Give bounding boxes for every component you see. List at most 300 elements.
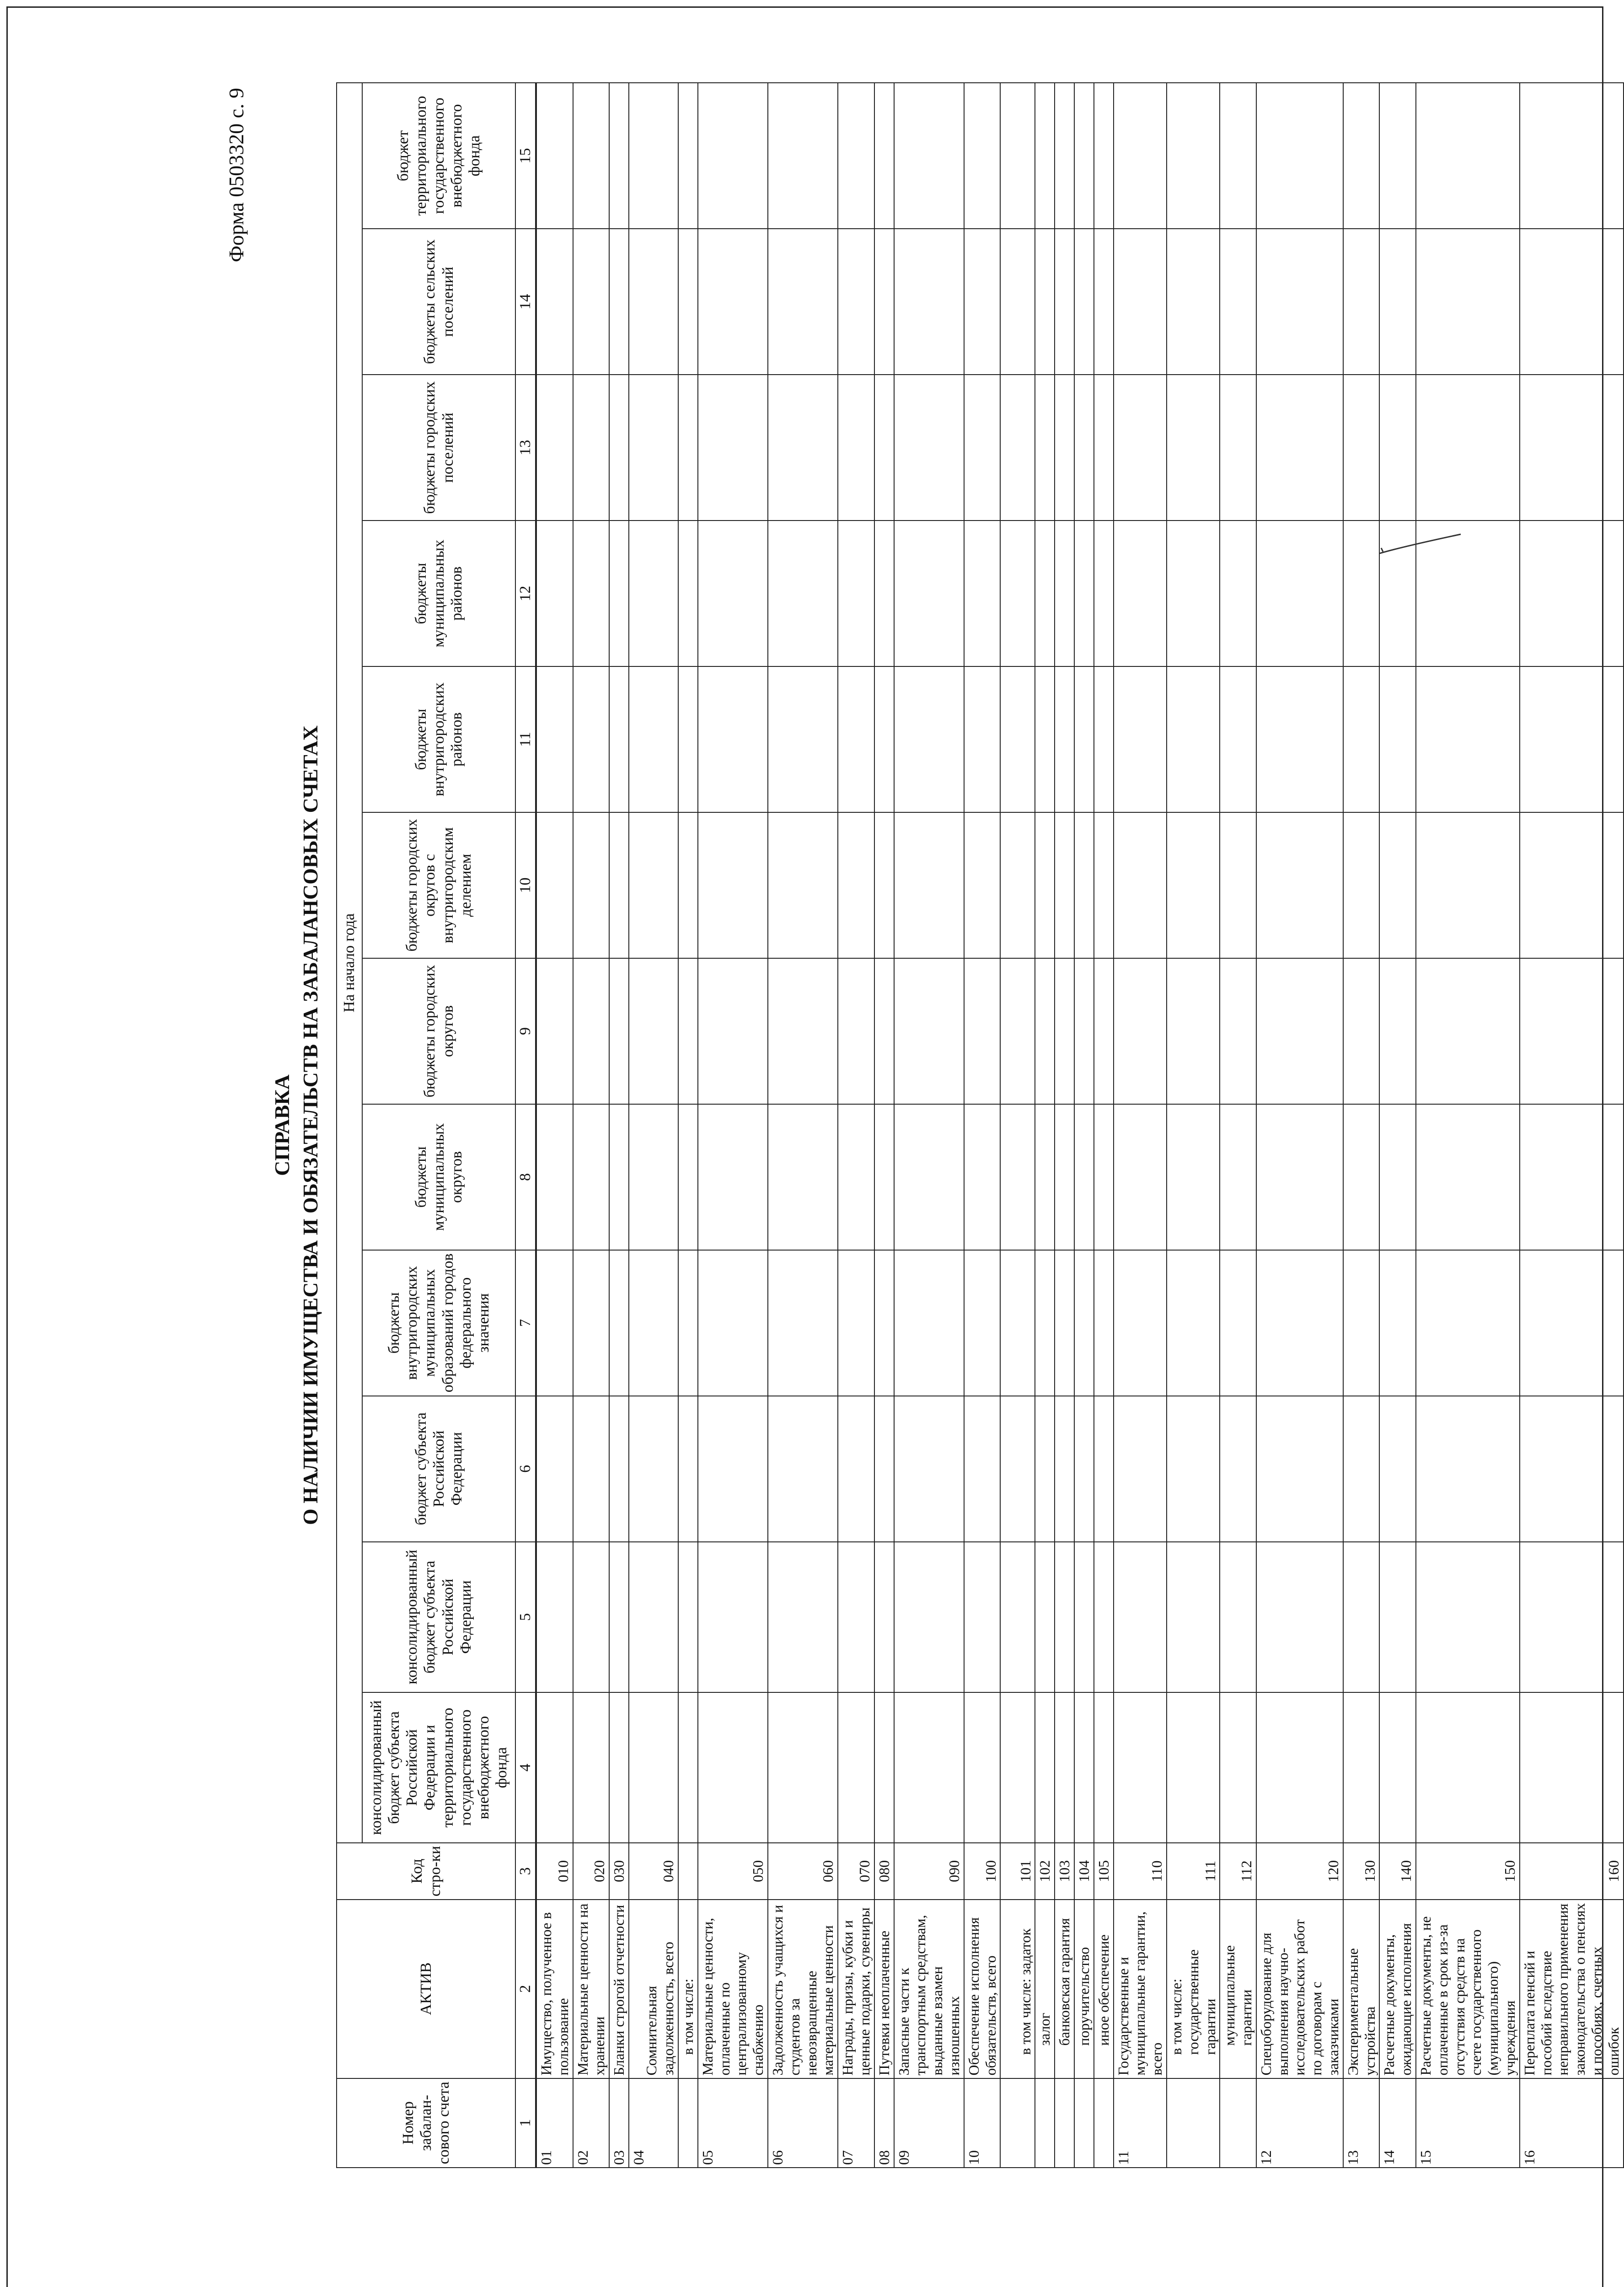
table-row <box>838 83 874 2168</box>
value-cell <box>838 812 874 958</box>
value-cell <box>1000 666 1035 812</box>
account-number <box>1074 2078 1094 2168</box>
value-cell <box>1074 521 1094 666</box>
value-cell <box>894 375 964 521</box>
value-cell <box>1094 1104 1114 1250</box>
col-number: 3 <box>515 1843 536 1899</box>
value-cell <box>1167 666 1220 812</box>
account-number: 15 <box>1416 2078 1520 2168</box>
value-cell <box>1074 666 1094 812</box>
value-cell <box>1055 1396 1074 1542</box>
header-col-11: бюджеты внутригородских районов <box>362 666 515 812</box>
value-cell <box>1256 666 1343 812</box>
value-cell <box>1256 229 1343 375</box>
row-code: 100 <box>964 1843 1001 1899</box>
value-cell <box>1094 1542 1114 1692</box>
table-body <box>536 83 1624 2168</box>
value-cell <box>1074 229 1094 375</box>
row-code <box>678 1843 698 1899</box>
value-cell <box>1416 1692 1520 1843</box>
value-cell <box>1220 83 1256 229</box>
header-col-13: бюджеты городских поселений <box>362 375 515 521</box>
value-cell <box>1000 812 1035 958</box>
row-code: 104 <box>1074 1843 1094 1899</box>
value-cell <box>1114 812 1167 958</box>
asset-name: муниципальные гарантии <box>1220 1900 1256 2078</box>
header-col-7: бюджеты внутригородских муниципальных образований городов федерального значения <box>362 1250 515 1396</box>
value-cell <box>678 958 698 1104</box>
value-cell <box>964 1542 1001 1692</box>
value-cell <box>1074 83 1094 229</box>
value-cell <box>573 375 610 521</box>
value-cell <box>1220 1104 1256 1250</box>
value-cell <box>1220 812 1256 958</box>
value-cell <box>1094 375 1114 521</box>
value-cell <box>1520 229 1624 375</box>
value-cell <box>698 1542 768 1692</box>
value-cell <box>1256 1396 1343 1542</box>
header-col-8: бюджеты муниципальных округов <box>362 1104 515 1250</box>
value-cell <box>1520 666 1624 812</box>
value-cell <box>678 1692 698 1843</box>
value-cell <box>609 521 629 666</box>
value-cell <box>838 666 874 812</box>
asset-name: Путевки неоплаченные <box>874 1900 894 2078</box>
table-row <box>1256 83 1343 2168</box>
value-cell <box>1520 958 1624 1104</box>
value-cell <box>1256 375 1343 521</box>
value-cell <box>609 1104 629 1250</box>
table-row <box>1055 83 1074 2168</box>
account-number: 11 <box>1114 2078 1167 2168</box>
value-cell <box>1167 958 1220 1104</box>
value-cell <box>1114 1104 1167 1250</box>
asset-name: Переплата пенсий и пособий вследствие неправильного применения законодательства о пенсиях и пособиях, счетных ошибок <box>1520 1900 1624 2078</box>
row-code: 150 <box>1416 1843 1520 1899</box>
col-number: 2 <box>515 1900 536 2078</box>
value-cell <box>629 1396 678 1542</box>
value-cell <box>1520 83 1624 229</box>
value-cell <box>1000 83 1035 229</box>
value-cell <box>1035 229 1055 375</box>
value-cell <box>1094 666 1114 812</box>
value-cell <box>1220 1396 1256 1542</box>
value-cell <box>678 229 698 375</box>
value-cell <box>1035 1542 1055 1692</box>
table-row <box>1379 83 1416 2168</box>
value-cell <box>536 666 573 812</box>
value-cell <box>1074 1542 1094 1692</box>
value-cell <box>1055 375 1074 521</box>
value-cell <box>1256 1542 1343 1692</box>
value-cell <box>1074 1250 1094 1396</box>
value-cell <box>1114 375 1167 521</box>
value-cell <box>573 1104 610 1250</box>
value-cell <box>1520 812 1624 958</box>
value-cell <box>573 521 610 666</box>
value-cell <box>874 958 894 1104</box>
column-number-row <box>515 83 536 2168</box>
value-cell <box>1520 1250 1624 1396</box>
header-col-14: бюджеты сельских поселений <box>362 229 515 375</box>
value-cell <box>609 1396 629 1542</box>
account-number <box>1000 2078 1035 2168</box>
account-number: 16 <box>1520 2078 1624 2168</box>
value-cell <box>1416 229 1520 375</box>
value-cell <box>698 666 768 812</box>
value-cell <box>768 521 838 666</box>
value-cell <box>609 958 629 1104</box>
value-cell <box>838 958 874 1104</box>
value-cell <box>1055 1104 1074 1250</box>
table-row <box>678 83 698 2168</box>
value-cell <box>1256 812 1343 958</box>
value-cell <box>964 229 1001 375</box>
col-number: 14 <box>515 229 536 375</box>
asset-name: Материальные ценности на хранении <box>573 1900 610 2078</box>
value-cell <box>1094 521 1114 666</box>
table-row <box>1035 83 1055 2168</box>
asset-name: Имущество, полученное в пользование <box>536 1900 573 2078</box>
value-cell <box>1055 1542 1074 1692</box>
header-col-10: бюджеты городских округов с внутригородским делением <box>362 812 515 958</box>
table-row <box>1416 83 1520 2168</box>
value-cell <box>1343 229 1380 375</box>
value-cell <box>894 83 964 229</box>
row-code: 040 <box>629 1843 678 1899</box>
value-cell <box>838 521 874 666</box>
value-cell <box>609 666 629 812</box>
value-cell <box>698 958 768 1104</box>
row-code: 030 <box>609 1843 629 1899</box>
value-cell <box>768 666 838 812</box>
row-code: 103 <box>1055 1843 1074 1899</box>
header-row-code: Код стро-ки <box>337 1843 515 1899</box>
row-code: 102 <box>1035 1843 1055 1899</box>
table-row <box>1167 83 1220 2168</box>
value-cell <box>1114 229 1167 375</box>
table-row <box>1074 83 1094 2168</box>
table-row <box>768 83 838 2168</box>
value-cell <box>629 1542 678 1692</box>
value-cell <box>1220 1692 1256 1843</box>
value-cell <box>838 83 874 229</box>
row-code: 130 <box>1343 1843 1380 1899</box>
value-cell <box>1114 83 1167 229</box>
value-cell <box>1416 1250 1520 1396</box>
value-cell <box>894 958 964 1104</box>
value-cell <box>894 1250 964 1396</box>
account-number: 10 <box>964 2078 1001 2168</box>
value-cell <box>1256 958 1343 1104</box>
value-cell <box>874 1250 894 1396</box>
row-code: 105 <box>1094 1843 1114 1899</box>
account-number: 02 <box>573 2078 610 2168</box>
value-cell <box>1256 1250 1343 1396</box>
value-cell <box>609 375 629 521</box>
asset-name: Спецоборудование для выполнения научно-исследовательских работ по договорам с заказчиками <box>1256 1900 1343 2078</box>
value-cell <box>1074 1104 1094 1250</box>
value-cell <box>1000 1692 1035 1843</box>
value-cell <box>609 812 629 958</box>
table-row <box>698 83 768 2168</box>
account-number: 05 <box>698 2078 768 2168</box>
value-cell <box>629 666 678 812</box>
value-cell <box>1055 666 1074 812</box>
col-number: 13 <box>515 375 536 521</box>
value-cell <box>1167 83 1220 229</box>
value-cell <box>1035 1396 1055 1542</box>
value-cell <box>629 1692 678 1843</box>
value-cell <box>609 229 629 375</box>
value-cell <box>964 83 1001 229</box>
header-period: На начало года <box>337 83 362 1843</box>
value-cell <box>573 1250 610 1396</box>
account-number: 12 <box>1256 2078 1343 2168</box>
value-cell <box>1343 521 1380 666</box>
col-number: 6 <box>515 1396 536 1542</box>
value-cell <box>894 1692 964 1843</box>
value-cell <box>1343 666 1380 812</box>
value-cell <box>1000 958 1035 1104</box>
value-cell <box>678 83 698 229</box>
value-cell <box>1000 1542 1035 1692</box>
value-cell <box>1520 375 1624 521</box>
table-row <box>1520 83 1624 2168</box>
value-cell <box>1220 375 1256 521</box>
header-account-number: Номер забалан-сового счета <box>337 2078 515 2168</box>
value-cell <box>629 375 678 521</box>
value-cell <box>1343 375 1380 521</box>
account-number <box>1035 2078 1055 2168</box>
value-cell <box>698 375 768 521</box>
value-cell <box>1074 1692 1094 1843</box>
value-cell <box>768 83 838 229</box>
value-cell <box>1379 83 1416 229</box>
value-cell <box>698 1692 768 1843</box>
value-cell <box>678 666 698 812</box>
value-cell <box>1379 666 1416 812</box>
value-cell <box>1379 1250 1416 1396</box>
value-cell <box>1094 83 1114 229</box>
col-number: 12 <box>515 521 536 666</box>
value-cell <box>1094 812 1114 958</box>
value-cell <box>1055 229 1074 375</box>
asset-name: Задолженность учащихся и студентов за невозвращенные материальные ценности <box>768 1900 838 2078</box>
asset-name: иное обеспечение <box>1094 1900 1114 2078</box>
value-cell <box>573 229 610 375</box>
value-cell <box>1055 1692 1074 1843</box>
value-cell <box>1416 83 1520 229</box>
asset-name: Обеспечение исполнения обязательств, всего <box>964 1900 1001 2078</box>
value-cell <box>768 1396 838 1542</box>
value-cell <box>1167 1542 1220 1692</box>
value-cell <box>629 521 678 666</box>
document-title: СПРАВКА <box>270 1074 294 1176</box>
value-cell <box>1000 375 1035 521</box>
value-cell <box>1167 521 1220 666</box>
value-cell <box>1094 958 1114 1104</box>
asset-name: Бланки строгой отчетности <box>609 1900 629 2078</box>
account-number: 13 <box>1343 2078 1380 2168</box>
value-cell <box>678 1104 698 1250</box>
value-cell <box>874 521 894 666</box>
value-cell <box>609 1250 629 1396</box>
value-cell <box>698 1250 768 1396</box>
value-cell <box>1167 229 1220 375</box>
value-cell <box>768 1250 838 1396</box>
value-cell <box>536 521 573 666</box>
asset-name: Награды, призы, кубки и ценные подарки, сувениры <box>838 1900 874 2078</box>
value-cell <box>1416 958 1520 1104</box>
value-cell <box>894 521 964 666</box>
col-number: 9 <box>515 958 536 1104</box>
value-cell <box>609 1542 629 1692</box>
value-cell <box>678 375 698 521</box>
value-cell <box>609 83 629 229</box>
account-number: 06 <box>768 2078 838 2168</box>
value-cell <box>536 375 573 521</box>
value-cell <box>1035 83 1055 229</box>
asset-name: Государственные и муниципальные гарантии, всего <box>1114 1900 1167 2078</box>
header-col-15: бюджет территориального государственного внебюджетного фонда <box>362 83 515 229</box>
value-cell <box>573 83 610 229</box>
table-row <box>1000 83 1035 2168</box>
form-code: Форма 0503320 с. 9 <box>225 88 248 263</box>
asset-name: поручительство <box>1074 1900 1094 2078</box>
row-code: 060 <box>768 1843 838 1899</box>
value-cell <box>1035 812 1055 958</box>
value-cell <box>1379 1692 1416 1843</box>
value-cell <box>838 229 874 375</box>
col-number: 8 <box>515 1104 536 1250</box>
value-cell <box>838 1250 874 1396</box>
asset-name: Сомнительная задолженность, всего <box>629 1900 678 2078</box>
value-cell <box>1379 1396 1416 1542</box>
value-cell <box>536 1104 573 1250</box>
value-cell <box>1035 521 1055 666</box>
row-code: 020 <box>573 1843 610 1899</box>
header-col-12: бюджеты муниципальных районов <box>362 521 515 666</box>
value-cell <box>964 1396 1001 1542</box>
value-cell <box>609 1692 629 1843</box>
account-number <box>1055 2078 1074 2168</box>
value-cell <box>838 375 874 521</box>
row-code: 070 <box>838 1843 874 1899</box>
value-cell <box>1167 1692 1220 1843</box>
row-code: 050 <box>698 1843 768 1899</box>
value-cell <box>1167 1104 1220 1250</box>
header-col-9: бюджеты городских округов <box>362 958 515 1104</box>
value-cell <box>1074 1396 1094 1542</box>
value-cell <box>1379 375 1416 521</box>
value-cell <box>1220 1542 1256 1692</box>
account-number: 09 <box>894 2078 964 2168</box>
value-cell <box>629 1250 678 1396</box>
account-number: 03 <box>609 2078 629 2168</box>
value-cell <box>573 812 610 958</box>
account-number <box>1220 2078 1256 2168</box>
header-row-1 <box>337 83 362 2168</box>
table-row <box>1343 83 1380 2168</box>
account-number <box>1094 2078 1114 2168</box>
value-cell <box>1416 666 1520 812</box>
value-cell <box>1055 812 1074 958</box>
value-cell <box>1094 229 1114 375</box>
value-cell <box>536 83 573 229</box>
value-cell <box>1343 1396 1380 1542</box>
value-cell <box>1220 521 1256 666</box>
value-cell <box>964 1692 1001 1843</box>
value-cell <box>964 375 1001 521</box>
value-cell <box>838 1542 874 1692</box>
value-cell <box>1416 1104 1520 1250</box>
value-cell <box>768 375 838 521</box>
document-subtitle: О НАЛИЧИИ ИМУЩЕСТВА И ОБЯЗАТЕЛЬСТВ НА ЗАБАЛАНСОВЫХ СЧЕТАХ <box>299 725 322 1525</box>
value-cell <box>768 1692 838 1843</box>
col-number: 1 <box>515 2078 536 2168</box>
value-cell <box>874 229 894 375</box>
value-cell <box>1074 375 1094 521</box>
account-number <box>678 2078 698 2168</box>
value-cell <box>698 1396 768 1542</box>
col-number: 7 <box>515 1250 536 1396</box>
value-cell <box>1167 375 1220 521</box>
account-number <box>1167 2078 1220 2168</box>
col-number: 11 <box>515 666 536 812</box>
value-cell <box>874 1104 894 1250</box>
value-cell <box>536 1396 573 1542</box>
value-cell <box>536 229 573 375</box>
row-code: 090 <box>894 1843 964 1899</box>
value-cell <box>964 666 1001 812</box>
value-cell <box>1520 1104 1624 1250</box>
value-cell <box>573 1396 610 1542</box>
value-cell <box>1094 1692 1114 1843</box>
row-code: 101 <box>1000 1843 1035 1899</box>
account-number: 01 <box>536 2078 573 2168</box>
value-cell <box>1000 1104 1035 1250</box>
value-cell <box>964 521 1001 666</box>
value-cell <box>678 1250 698 1396</box>
value-cell <box>1379 1542 1416 1692</box>
value-cell <box>1167 812 1220 958</box>
value-cell <box>1000 1250 1035 1396</box>
value-cell <box>1035 666 1055 812</box>
value-cell <box>536 812 573 958</box>
value-cell <box>1416 1542 1520 1692</box>
header-col-5: консолидированный бюджет субъекта Российской Федерации <box>362 1542 515 1692</box>
account-number: 07 <box>838 2078 874 2168</box>
value-cell <box>573 1542 610 1692</box>
value-cell <box>894 1104 964 1250</box>
value-cell <box>1343 1250 1380 1396</box>
value-cell <box>1220 666 1256 812</box>
asset-name: Расчетные документы, не оплаченные в срок из-за отсутствия средств на счете государственного (муниципального) учреждения <box>1416 1900 1520 2078</box>
row-code: 010 <box>536 1843 573 1899</box>
account-number: 04 <box>629 2078 678 2168</box>
value-cell <box>1167 1396 1220 1542</box>
value-cell <box>698 1104 768 1250</box>
col-number: 5 <box>515 1542 536 1692</box>
value-cell <box>629 83 678 229</box>
value-cell <box>768 229 838 375</box>
asset-name: в том числе: <box>678 1900 698 2078</box>
table-row <box>573 83 610 2168</box>
table-row <box>964 83 1001 2168</box>
value-cell <box>1416 812 1520 958</box>
value-cell <box>894 812 964 958</box>
